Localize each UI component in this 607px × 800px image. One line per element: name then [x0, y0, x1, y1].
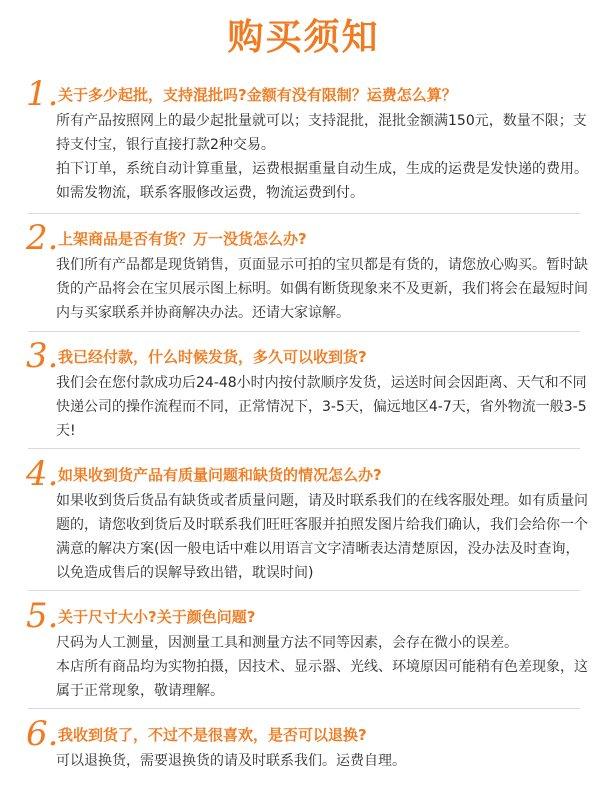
faq-paragraph: 我们所有产品都是现货销售，页面显示可拍的宝贝都是有货的，请您放心购买。暂时缺货的产品将会在宝贝展示图上标明。如偶有断货现象来不及更新，我们将会在最短时间内与买家联系并协商解决办法。还请大家谅解。: [56, 257, 588, 321]
faq-paragraph: 如果收到货后货品有缺货或者质量问题，请及时联系我们的在线客服处理。如有质量问题的，请您收到货后及时联系我们旺旺客服并拍照发图片给我们确认，我们会给你一个满意的解决方案(因一般电话中难以用语言文字清晰表达清楚原因，没办法及时查询，以免造成售后的误解导致出错，耽误时间): [56, 493, 588, 581]
faq-paragraph: 可以退换货，需要退换货的请及时联系我们。运费自理。: [56, 753, 406, 769]
faq-number: 2.: [26, 218, 59, 258]
faq-question: 我已经付款，什么时候发货，多久可以收到货?: [58, 348, 367, 366]
faq-paragraph: 尺码为人工测量，因测量工具和测量方法不同等因素，会存在微小的误差。: [56, 635, 518, 651]
faq-answer: [56, 489, 588, 585]
faq-answer: [56, 253, 588, 325]
faq-answer: [56, 631, 588, 703]
faq-answer: [56, 371, 588, 443]
faq-paragraph: 本店所有商品均为实物拍摄，因技术、显示器、光线、环境原因可能稍有色差现象，这属于正常现象，敬请理解。: [56, 659, 588, 699]
faq-paragraph: 拍下订单，系统自动计算重量，运费根据重量自动生成，生成的运费是发快递的费用。如需发物流，联系客服修改运费，物流运费到付。: [56, 161, 588, 201]
faq-question: 关于尺寸大小?关于颜色问题?: [58, 608, 256, 626]
faq-answer: [56, 109, 588, 205]
faq-question: 关于多少起批，支持混批吗?金额有没有限制？运费怎么算？: [58, 86, 457, 104]
section-divider: [28, 590, 580, 591]
section-divider: [28, 331, 580, 332]
faq-paragraph: 所有产品按照网上的最少起批量就可以；支持混批，混批金额满150元，数量不限；支持支付宝，银行直接打款2种交易。: [56, 113, 587, 153]
faq-question: 我收到货了，不过不是很喜欢，是否可以退换?: [58, 726, 367, 744]
faq-number: 3.: [26, 336, 59, 376]
faq-question: 上架商品是否有货？万一没货怎么办?: [58, 230, 307, 248]
faq-paragraph: 我们会在您付款成功后24-48小时内按付款顺序发货，运送时间会因距离、天气和不同快递公司的操作流程而不同，正常情况下，3-5天，偏远地区4-7天，省外物流一般3-5天!: [56, 375, 587, 439]
section-divider: [28, 213, 580, 214]
page-title: 购买须知: [227, 17, 380, 58]
faq-number: 4.: [26, 454, 59, 494]
section-divider: [28, 708, 580, 709]
section-divider: [28, 448, 580, 449]
faq-number: 1.: [26, 74, 59, 114]
faq-question: 如果收到货产品有质量问题和缺货的情况怎么办?: [58, 466, 382, 484]
faq-number: 5.: [26, 596, 59, 636]
faq-answer: [56, 749, 588, 773]
faq-number: 6.: [26, 714, 59, 754]
